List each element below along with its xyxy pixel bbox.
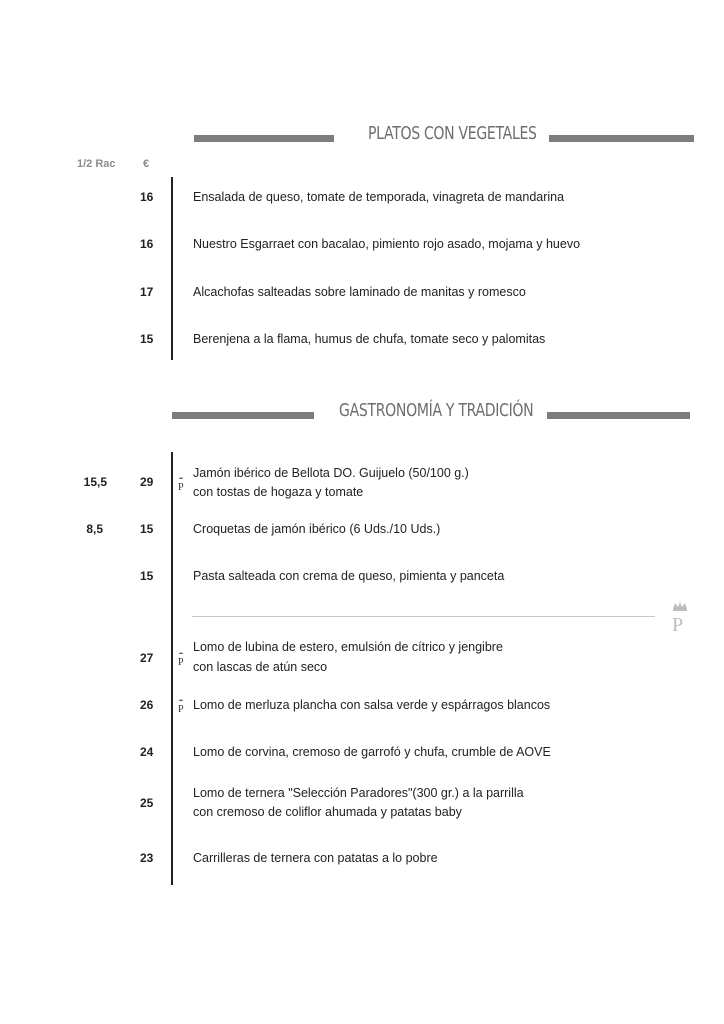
column-header-price: € [143, 158, 150, 170]
dish-name: Lomo de corvina, cremoso de garrofó y chufa, crumble de AOVE [193, 745, 551, 759]
dish-name: Lomo de merluza plancha con salsa verde y espárragos blancos [193, 698, 551, 712]
title-bar-right [549, 135, 694, 142]
dish-name: Nuestro Esgarraet con bacalao, pimiento rojo asado, mojama y huevo [193, 237, 581, 251]
crown-p-icon [176, 476, 186, 492]
dish-price: 26 [140, 698, 154, 712]
dish-price: 29 [140, 475, 154, 489]
divider-line [171, 177, 173, 360]
dish-name: Lomo de lubina de estero, emulsión de cítrico y jengibre [193, 640, 503, 654]
dish-price: 15 [140, 522, 154, 536]
section-title-gastronomia: GASTRONOMÍA Y TRADICIÓN [339, 400, 534, 421]
crown-p-icon [176, 698, 186, 714]
dish-name: Alcachofas salteadas sobre laminado de manitas y romesco [193, 285, 526, 299]
dish-half-price: 15,5 [83, 475, 107, 489]
dish-price: 15 [140, 332, 154, 346]
svg-text:P: P [178, 482, 184, 492]
dish-name-detail: con tostas de hogaza y tomate [193, 485, 364, 499]
dish-name: Lomo de ternera "Selección Paradores"(300 gr.) a la parrilla [193, 786, 524, 800]
dish-name: Carrilleras de ternera con patatas a lo pobre [193, 851, 438, 865]
divider-line [171, 452, 173, 885]
title-bar-right [547, 412, 690, 419]
svg-text:P: P [672, 614, 684, 634]
dish-half-price: 8,5 [86, 522, 103, 536]
dish-name-detail: con lascas de atún seco [193, 660, 328, 674]
dish-price: 16 [140, 237, 154, 251]
svg-text:P: P [178, 704, 184, 714]
title-bar-left [194, 135, 334, 142]
dish-name: Ensalada de queso, tomate de temporada, vinagreta de mandarina [193, 190, 565, 204]
dish-price: 27 [140, 651, 154, 665]
dish-price: 15 [140, 569, 154, 583]
paradores-logo-icon [669, 600, 691, 634]
crown-p-icon [176, 651, 186, 667]
column-header-half: 1/2 Rac [77, 158, 116, 170]
dish-name: Pasta salteada con crema de queso, pimienta y panceta [193, 569, 505, 583]
dish-price: 16 [140, 190, 154, 204]
section-title-vegetales: PLATOS CON VEGETALES [368, 123, 537, 144]
dish-price: 23 [140, 851, 154, 865]
separator-line [192, 616, 655, 617]
svg-text:P: P [178, 657, 184, 667]
dish-name: Jamón ibérico de Bellota DO. Guijuelo (50/100 g.) [193, 466, 469, 480]
dish-name: Croquetas de jamón ibérico (6 Uds./10 Uds.) [193, 522, 441, 536]
dish-price: 25 [140, 796, 154, 810]
dish-name: Berenjena a la flama, humus de chufa, tomate seco y palomitas [193, 332, 546, 346]
dish-price: 17 [140, 285, 154, 299]
title-bar-left [172, 412, 314, 419]
dish-price: 24 [140, 745, 154, 759]
dish-name-detail: con cremoso de coliflor ahumada y patatas baby [193, 805, 462, 819]
